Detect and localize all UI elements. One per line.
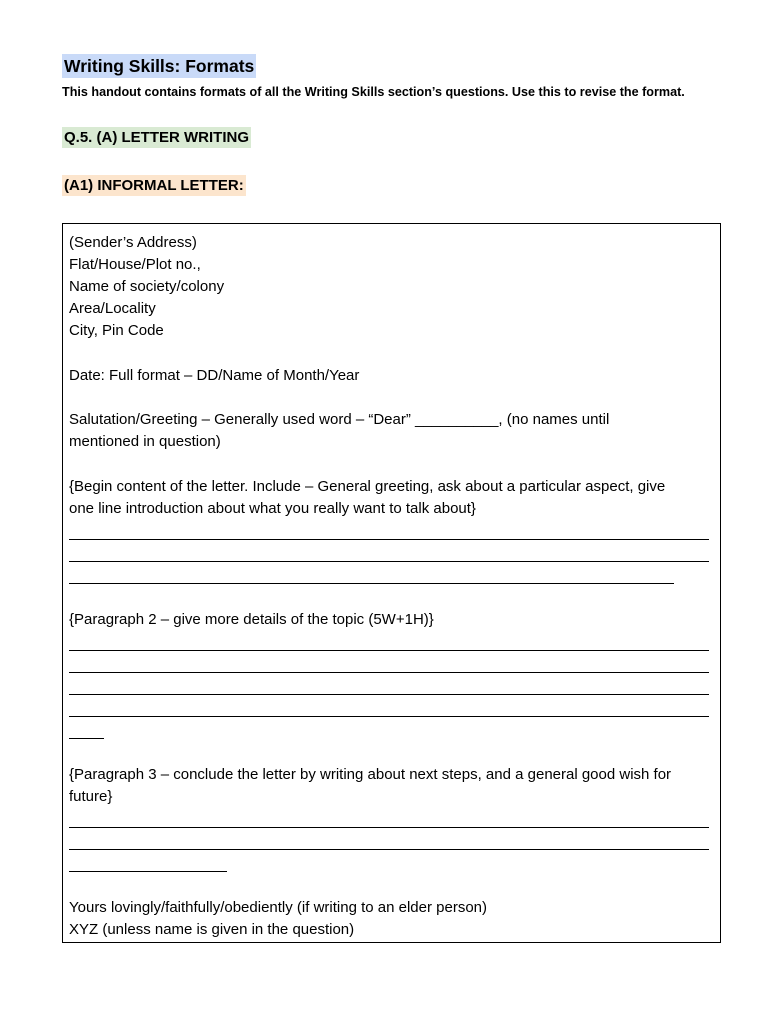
salutation-line: mentioned in question) [69, 433, 221, 450]
letter-format-box [62, 223, 721, 943]
document-subtitle: This handout contains formats of all the Writing Skills section’s questions. Use this to revise the format. [62, 85, 685, 99]
writing-line [69, 672, 709, 673]
writing-line [69, 716, 709, 717]
paragraph-3-instruction: {Paragraph 3 – conclude the letter by writing about next steps, and a general good wish for [69, 766, 672, 783]
paragraph-1-instruction: {Begin content of the letter. Include – General greeting, ask about a particular aspect, give [69, 478, 666, 495]
date-line: Date: Full format – DD/Name of Month/Year [69, 367, 360, 384]
paragraph-3-instruction: future} [69, 788, 113, 805]
paragraph-2-instruction: {Paragraph 2 – give more details of the topic (5W+1H)} [69, 611, 434, 628]
closing-line: Yours lovingly/faithfully/obediently (if writing to an elder person) [69, 899, 488, 916]
paragraph-1-instruction: one line introduction about what you really want to talk about} [69, 500, 476, 517]
address-line: Flat/House/Plot no., [69, 256, 201, 273]
address-line: Name of society/colony [69, 278, 225, 295]
writing-line [69, 650, 709, 651]
subsection-heading-informal-letter: (A1) INFORMAL LETTER: [64, 177, 244, 194]
address-line: Area/Locality [69, 300, 156, 317]
address-line: City, Pin Code [69, 322, 164, 339]
writing-line [69, 849, 709, 850]
writing-line [69, 738, 104, 739]
writing-line [69, 583, 674, 584]
section-heading-letter-writing: Q.5. (A) LETTER WRITING [64, 129, 249, 146]
salutation-line: Salutation/Greeting – Generally used word – “Dear” __________, (no names until [69, 411, 610, 428]
document-title: Writing Skills: Formats [64, 56, 255, 76]
writing-line [69, 561, 709, 562]
writing-line [69, 827, 709, 828]
writing-line [69, 871, 227, 872]
writing-line [69, 694, 709, 695]
writing-line [69, 539, 709, 540]
signature-line: XYZ (unless name is given in the question) [69, 921, 355, 938]
sender-address-label: (Sender’s Address) [69, 234, 197, 251]
